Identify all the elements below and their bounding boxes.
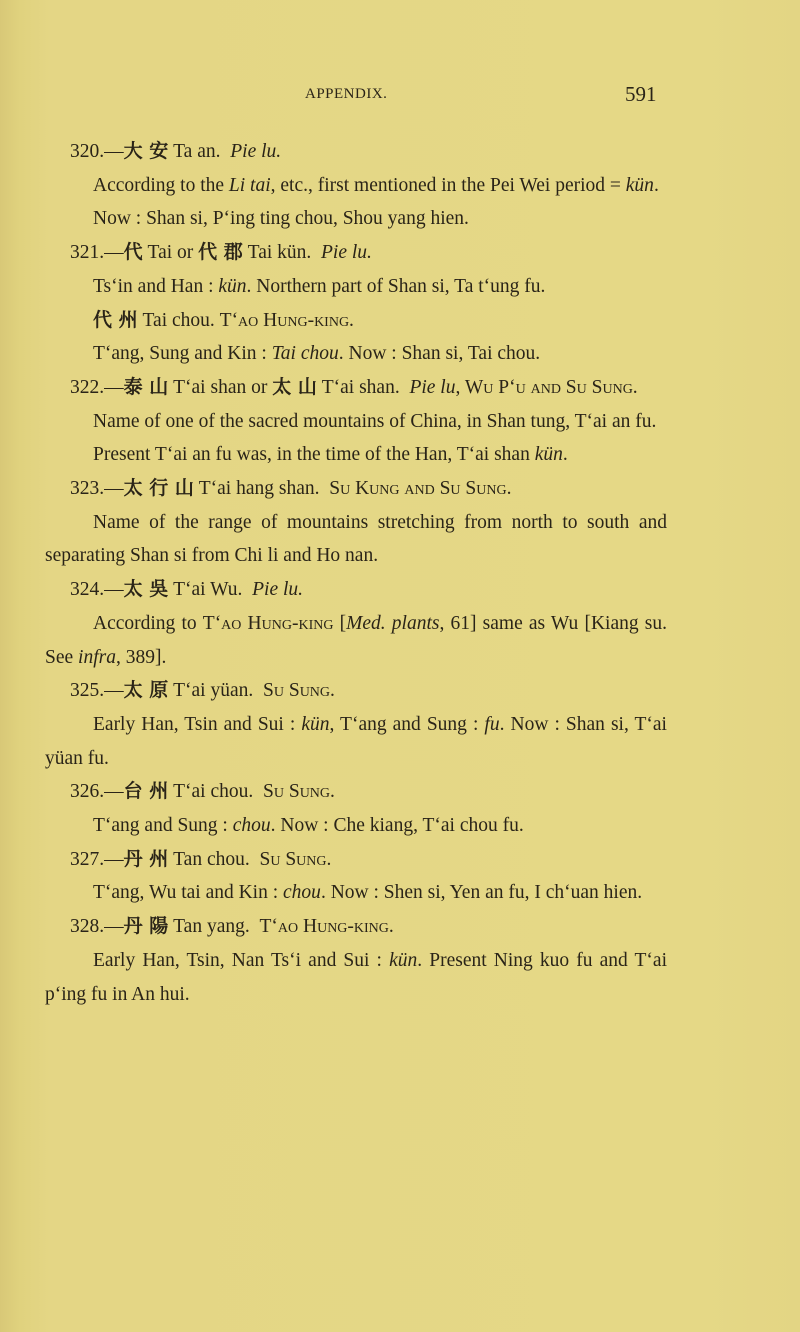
text: . Now : Shan si, T‘ai yüan fu.: [45, 713, 667, 769]
entry-number: 324.—: [70, 579, 124, 601]
text: .: [653, 174, 659, 196]
source-citation: T‘ao Hung-king: [202, 612, 334, 634]
entry-heading: [45, 775, 667, 809]
text: Tai chou.: [137, 309, 220, 331]
chinese-characters: 丹 陽: [123, 915, 169, 938]
entry-paragraph: [45, 876, 667, 910]
italic-text: Med. plants: [346, 612, 440, 634]
text: Ts‘in and Han :: [93, 275, 219, 297]
entry-paragraph: [45, 337, 667, 371]
entry-paragraph: [45, 304, 667, 338]
entry-heading: [45, 472, 667, 506]
entry-number: 328.—: [70, 916, 124, 938]
entry-paragraph: [45, 270, 667, 304]
entry-number: 323.—: [70, 478, 124, 500]
entry-321: [45, 236, 667, 371]
entry-paragraph: [45, 438, 667, 472]
page-header: [0, 82, 800, 110]
romanized-name: T‘ai shan.: [321, 376, 400, 398]
entry-number: 327.—: [70, 848, 124, 870]
romanized-name: T‘ai hang shan.: [198, 478, 320, 500]
entry-paragraph: Now : Shan si, P‘ing ting chou, Shou yang hien.: [93, 208, 469, 230]
chinese-characters: 台 州: [123, 780, 169, 803]
source-citation: Su Sung.: [259, 848, 332, 870]
entry-326: [45, 775, 667, 842]
body-text: [45, 135, 667, 1011]
source-citation: T‘ao Hung-king.: [219, 309, 354, 331]
entry-paragraph: [45, 809, 667, 843]
italic-text: kün: [625, 174, 654, 196]
chinese-characters: 丹 州: [123, 847, 169, 870]
entry-heading: [45, 843, 667, 877]
entry-paragraph: [45, 169, 667, 203]
source-citation: Pie lu.: [252, 579, 304, 601]
entry-heading: [45, 910, 667, 944]
entry-324: [45, 573, 667, 674]
text: [: [333, 612, 347, 634]
italic-text: Tai chou: [271, 343, 339, 365]
romanized-name: T‘ai chou.: [173, 781, 254, 803]
chinese-characters: 代 郡: [198, 241, 243, 264]
entry-number: 326.—: [70, 781, 124, 803]
page-number: 591: [625, 82, 657, 106]
source-citation: Su Sung.: [263, 781, 335, 803]
romanized-name: T‘ai shan or: [173, 376, 268, 398]
italic-text: chou: [232, 815, 271, 837]
source-citation: Su Sung.: [263, 680, 335, 702]
text: .: [562, 444, 568, 466]
italic-text: infra: [78, 646, 116, 668]
chinese-characters: 代: [123, 241, 143, 264]
entry-number: 320.—: [70, 141, 124, 162]
text: According to the: [93, 174, 229, 196]
text: . Northern part of Shan si, Ta t‘ung fu.: [246, 275, 546, 297]
chinese-characters: 大 安: [123, 140, 169, 162]
text: Present T‘ai an fu was, in the time of the Han, T‘ai shan: [93, 444, 535, 466]
entry-heading: [45, 573, 667, 607]
romanized-name: Tan chou.: [173, 848, 250, 870]
source-citation: , Wu P‘u and Su Sung.: [455, 376, 638, 398]
entry-328: [45, 910, 667, 1011]
italic-text: chou: [283, 882, 321, 904]
romanized-name: Tai or: [147, 242, 194, 264]
entry-paragraph: Name of one of the sacred mountains of China, in Shan tung, T‘ai an fu.: [93, 410, 657, 432]
chinese-characters: 太 行 山: [123, 477, 194, 500]
entry-322: [45, 371, 667, 472]
chinese-characters: 代 州: [93, 308, 138, 331]
text: , etc., first mentioned in the Pei Wei period =: [270, 174, 626, 196]
chinese-characters: 太 原: [123, 679, 169, 702]
romanized-name: Tai kün.: [247, 242, 312, 264]
text: Early Han, Tsin, Nan Ts‘i and Sui :: [93, 949, 390, 971]
entry-320: [45, 135, 667, 236]
running-title: APPENDIX.: [305, 86, 388, 102]
entry-paragraph: Name of the range of mountains stretching from north to south and separating Shan si from Chi li and Ho nan.: [45, 511, 667, 567]
source-citation: Pie lu.: [230, 141, 282, 162]
entry-heading: [45, 371, 667, 405]
text: T‘ang, Sung and Kin :: [93, 343, 272, 365]
entry-325: [45, 674, 667, 775]
chinese-characters: 泰 山: [123, 375, 169, 398]
text: Early Han, Tsin and Sui :: [93, 713, 302, 735]
text: , 61] same as Wu [Kiang su. See: [45, 612, 667, 668]
italic-text: kün: [218, 275, 247, 297]
text: . Now : Che kiang, T‘ai chou fu.: [270, 815, 524, 837]
chinese-characters: 太 山: [272, 375, 317, 398]
entry-327: [45, 843, 667, 910]
romanized-name: T‘ai yüan.: [173, 680, 254, 702]
italic-text: kün: [534, 444, 563, 466]
entry-number: 321.—: [70, 242, 124, 264]
italic-text: kün: [301, 713, 330, 735]
chinese-characters: 太 吳: [123, 578, 169, 601]
text: , T‘ang and Sung :: [329, 713, 485, 735]
text: . Now : Shan si, Tai chou.: [338, 343, 541, 365]
entry-heading: [45, 674, 667, 708]
entry-heading: [45, 135, 667, 169]
source-citation: Su Kung and Su Sung.: [329, 478, 512, 500]
italic-text: kün: [389, 949, 418, 971]
romanized-name: Ta an.: [173, 141, 221, 162]
source-citation: T‘ao Hung-king.: [259, 916, 394, 938]
entry-323: [45, 472, 667, 573]
italic-text: fu: [484, 713, 500, 735]
italic-text: Li tai: [228, 174, 271, 196]
entry-paragraph: [45, 944, 667, 1011]
source-citation: Pie lu.: [321, 242, 372, 264]
romanized-name: T‘ai Wu.: [173, 579, 243, 601]
text: . Present Ning kuo fu and T‘ai p‘ing fu in An hui.: [45, 949, 667, 1005]
text: T‘ang and Sung :: [93, 815, 233, 837]
text: T‘ang, Wu tai and Kin :: [93, 882, 284, 904]
text: , 389].: [115, 646, 167, 668]
entry-paragraph: [45, 607, 667, 674]
text: . Now : Shen si, Yen an fu, I ch‘uan hien.: [320, 882, 643, 904]
entry-number: 325.—: [70, 680, 124, 702]
text: According to: [93, 612, 203, 634]
romanized-name: Tan yang.: [173, 916, 250, 938]
entry-number: 322.—: [70, 376, 124, 398]
source-citation: Pie lu: [409, 376, 456, 398]
entry-heading: [45, 236, 667, 270]
entry-paragraph: [45, 708, 667, 775]
